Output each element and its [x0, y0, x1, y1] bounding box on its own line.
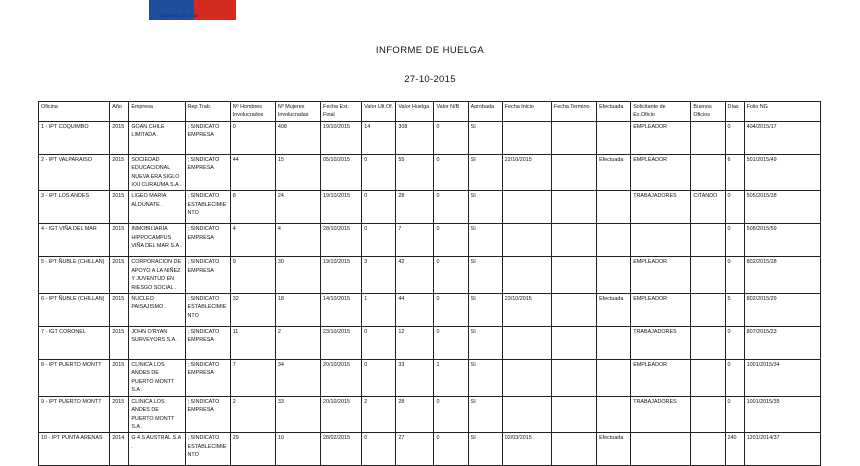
table-cell: ; SINDICATO ESTABLECIMIENTO [185, 433, 230, 466]
table-cell: EMPLEADOR [631, 257, 691, 294]
table-cell: 7 [230, 360, 275, 397]
table-cell: 8 [230, 191, 275, 224]
column-header: Solicitante de Ex.Oficio [631, 102, 691, 122]
table-cell [597, 257, 631, 294]
table-cell [691, 433, 725, 466]
table-cell: EMPLEADOR [631, 294, 691, 327]
logo-caption: Gobierno de Chile [160, 13, 199, 18]
table-cell: ; SINDICATO EMPRESA [185, 257, 230, 294]
table-cell [631, 433, 691, 466]
table-cell: 02/03/2015 [502, 433, 551, 466]
table-cell: 802/2015/28 [744, 257, 820, 294]
column-header: Valor N/B [434, 102, 468, 122]
table-cell: 404/2015/17 [744, 121, 820, 154]
table-cell: EMPLEADOR [631, 154, 691, 191]
table-cell: SI [468, 360, 502, 397]
table-cell: 2015 [110, 360, 129, 397]
table-cell: ; SINDICATO EMPRESA [185, 224, 230, 257]
table-cell: INMOBILIARIA HIPPOCAMPUS VIÑA DEL MAR S.A . [129, 224, 185, 257]
table-cell: 0 [725, 257, 744, 294]
table-row [39, 257, 821, 294]
table-cell: 27 [396, 433, 434, 466]
table-cell: 3 [362, 257, 396, 294]
column-header: Buenos Oficios [691, 102, 725, 122]
table-cell [597, 121, 631, 154]
table-cell [597, 396, 631, 433]
table-cell: 44 [396, 294, 434, 327]
table-cell: 29 [230, 433, 275, 466]
table-cell: TRABAJADORES [631, 396, 691, 433]
report-date: 27-10-2015 [404, 74, 456, 85]
report-title: INFORME DE HUELGA [375, 45, 485, 56]
table-cell: 34 [275, 360, 320, 397]
table-cell: SI [468, 294, 502, 327]
table-cell [691, 360, 725, 397]
table-cell: 15 [275, 154, 320, 191]
column-header: Empresa [129, 102, 185, 122]
table-cell [691, 327, 725, 360]
table-cell: 9 [230, 257, 275, 294]
table-cell: 18 [275, 294, 320, 327]
table-cell: CITANDO [691, 191, 725, 224]
table-cell [502, 396, 551, 433]
table-cell: 32 [230, 294, 275, 327]
table-cell [597, 224, 631, 257]
table-cell: 12 [396, 327, 434, 360]
table-cell: 14 [362, 121, 396, 154]
table-row [39, 224, 821, 257]
table-cell: 0 [434, 294, 468, 327]
table-cell: 0 [434, 327, 468, 360]
table-cell: 0 [725, 396, 744, 433]
column-header: Rep.Trab. [185, 102, 230, 122]
table-cell [691, 121, 725, 154]
table-cell [631, 224, 691, 257]
table-cell [551, 327, 596, 360]
table-cell: 9 - IPT PUERTO MONTT [39, 396, 110, 433]
table-cell [597, 191, 631, 224]
table-cell: 23/10/2015 [502, 294, 551, 327]
table-cell: 11 [230, 327, 275, 360]
table-cell: 2015 [110, 257, 129, 294]
table-cell: 1001/2015/34 [744, 360, 820, 397]
table-cell: 2015 [110, 294, 129, 327]
table-cell: 28/02/2015 [321, 433, 362, 466]
table-cell: 19/10/2015 [321, 257, 362, 294]
table-row [39, 433, 821, 466]
column-header: Fecha Inicio [502, 102, 551, 122]
table-cell: 28 [396, 396, 434, 433]
table-cell: Efectuada [597, 294, 631, 327]
table-row [39, 294, 821, 327]
table-cell: 6 - IPT ÑUBLE (CHILLAN) [39, 294, 110, 327]
table-cell: 408 [275, 121, 320, 154]
table-cell: 7 - IGT CORONEL [39, 327, 110, 360]
table-cell: ; SINDICATO EMPRESA [185, 360, 230, 397]
table-cell: 44 [230, 154, 275, 191]
table-row [39, 327, 821, 360]
table-cell [551, 433, 596, 466]
table-cell: CORPORACION DE APOYO A LA NIÑEZ Y JUVENTUD EN RIESGO SOCIAL . [129, 257, 185, 294]
table-cell: SI [468, 121, 502, 154]
table-cell: 19/10/2015 [321, 121, 362, 154]
table-cell: 0 [725, 121, 744, 154]
table-cell: 24 [275, 191, 320, 224]
table-cell: 0 [230, 121, 275, 154]
table-cell [597, 327, 631, 360]
table-cell: 19/10/2015 [321, 191, 362, 224]
column-header: Valor Ult.Of. [362, 102, 396, 122]
table-cell: SI [468, 396, 502, 433]
table-cell: 802/2015/29 [744, 294, 820, 327]
table-cell: 5 [725, 294, 744, 327]
table-cell: 0 [362, 327, 396, 360]
table-cell: 0 [362, 191, 396, 224]
table-row [39, 360, 821, 397]
table-cell: G 4 S AUSTRAL S.A . [129, 433, 185, 466]
table-cell: SI [468, 257, 502, 294]
table-cell [551, 294, 596, 327]
table-cell: TRABAJADORES [631, 327, 691, 360]
table-cell [502, 121, 551, 154]
table-cell: 1 - IPT COQUIMBO [39, 121, 110, 154]
table-cell: 23/10/2015 [321, 327, 362, 360]
table-cell: Efectuada [597, 154, 631, 191]
table-cell: 501/2015/49 [744, 154, 820, 191]
table-cell: 14/10/2015 [321, 294, 362, 327]
table-cell: 6 [725, 154, 744, 191]
table-row [39, 121, 821, 154]
table-cell [551, 396, 596, 433]
table-cell: 308 [396, 121, 434, 154]
column-header: Efectuada [597, 102, 631, 122]
table-cell: NUCLEO PAISAJISMO . [129, 294, 185, 327]
table-cell: EMPLEADOR [631, 360, 691, 397]
table-cell: 0 [362, 154, 396, 191]
table-cell [597, 360, 631, 397]
table-cell: 55 [396, 154, 434, 191]
table-cell: LIGEO MARIA ALDUNATE . [129, 191, 185, 224]
column-header: Folio NG [744, 102, 820, 122]
table-cell: 1201/2014/37 [744, 433, 820, 466]
table-cell: 1 [434, 360, 468, 397]
table-cell: 0 [362, 224, 396, 257]
column-header: Oficina [39, 102, 110, 122]
table-cell: 20/10/2015 [321, 360, 362, 397]
table-cell: 4 [275, 224, 320, 257]
table-cell: ; SINDICATO EMPRESA [185, 121, 230, 154]
table-cell [551, 121, 596, 154]
table-cell: 30 [275, 257, 320, 294]
table-cell [502, 257, 551, 294]
table-cell: 240 [725, 433, 744, 466]
table-cell: 2 - IPT VALPARAISO [39, 154, 110, 191]
table-cell: ; SINDICATO ESTABLECIMIENTO [185, 191, 230, 224]
table-row [39, 396, 821, 433]
table-cell: SI [468, 224, 502, 257]
table-cell [691, 396, 725, 433]
table-cell: 0 [725, 327, 744, 360]
table-cell: SOCIEDAD EDUCACIONAL NUEVA ERA SIGLO XXI CURAUMA S.A . [129, 154, 185, 191]
table-cell: 33 [275, 396, 320, 433]
table-cell: EMPLEADOR [631, 121, 691, 154]
column-header: Fecha Ext. Final [321, 102, 362, 122]
table-cell: 3 - IPT LOS ANDES [39, 191, 110, 224]
table-cell [691, 224, 725, 257]
table-cell: CLINICA LOS ANDES DE PUERTO MONTT S.A . [129, 396, 185, 433]
table-cell: ; SINDICATO ESTABLECIMIENTO [185, 294, 230, 327]
table-cell: 10 [275, 433, 320, 466]
table-cell [551, 154, 596, 191]
table-cell: 28/10/2015 [321, 224, 362, 257]
table-cell: 807/2015/23 [744, 327, 820, 360]
table-cell: 4 - IGT VIÑA DEL MAR [39, 224, 110, 257]
table-cell: 2 [362, 396, 396, 433]
column-header: Nº Hombres Involucrados [230, 102, 275, 122]
table-cell: 0 [434, 191, 468, 224]
column-header: Valor Huelga [396, 102, 434, 122]
table-cell: 2015 [110, 396, 129, 433]
table-cell: 0 [725, 360, 744, 397]
table-cell: 0 [434, 154, 468, 191]
table-cell [691, 257, 725, 294]
table-cell [551, 191, 596, 224]
table-cell: 4 [230, 224, 275, 257]
table-cell: 2 [275, 327, 320, 360]
column-header: Aprobada [468, 102, 502, 122]
table-cell: JOHN O'RYAN SURVEYORS S.A . [129, 327, 185, 360]
table-cell: 1 [362, 294, 396, 327]
table-cell: 0 [434, 257, 468, 294]
strike-report-table [38, 101, 821, 466]
table-cell: 8 - IPT PUERTO MONTT [39, 360, 110, 397]
table-cell: SI [468, 327, 502, 360]
table-cell [691, 294, 725, 327]
table-cell: 2015 [110, 224, 129, 257]
table-cell: 42 [396, 257, 434, 294]
table-cell: GOAN CHILE LIMITADA . [129, 121, 185, 154]
table-cell: SI [468, 433, 502, 466]
table-cell: 2015 [110, 191, 129, 224]
table-cell: 0 [434, 121, 468, 154]
table-cell [691, 154, 725, 191]
table-cell: 0 [725, 224, 744, 257]
table-cell: 2015 [110, 121, 129, 154]
table-cell: 10 - IPT PUNTA ARENAS [39, 433, 110, 466]
table-cell: 0 [362, 360, 396, 397]
table-cell: 1001/2015/35 [744, 396, 820, 433]
column-header: Días [725, 102, 744, 122]
table-cell: ; SINDICATO EMPRESA [185, 396, 230, 433]
table-cell: 2015 [110, 327, 129, 360]
table-cell: 0 [725, 191, 744, 224]
table-cell [502, 191, 551, 224]
column-header: Fecha Termino [551, 102, 596, 122]
table-row [39, 154, 821, 191]
table-cell: 5 - IPT ÑUBLE (CHILLAN) [39, 257, 110, 294]
table-cell: 2015 [110, 154, 129, 191]
table-cell: 7 [396, 224, 434, 257]
table-cell: 22/10/2015 [502, 154, 551, 191]
table-cell: CLINICA LOS ANDES DE PUERTO MONTT S.A . [129, 360, 185, 397]
table-cell: 0 [362, 433, 396, 466]
table-cell: Efectuada [597, 433, 631, 466]
table-cell [502, 224, 551, 257]
table-cell: SI [468, 191, 502, 224]
column-header: Nº Mujeres Involucradas [275, 102, 320, 122]
table-cell: 0 [434, 224, 468, 257]
table-cell: 0 [434, 433, 468, 466]
table-row [39, 191, 821, 224]
table-cell: SI [468, 154, 502, 191]
table-cell [551, 257, 596, 294]
table-cell: TRABAJADORES [631, 191, 691, 224]
table-cell: 2 [230, 396, 275, 433]
table-header-row [39, 102, 821, 122]
table-cell: 0 [434, 396, 468, 433]
table-cell: 28 [396, 191, 434, 224]
table-cell: 2014 [110, 433, 129, 466]
column-header: Año [110, 102, 129, 122]
table-cell: 05/10/2015 [321, 154, 362, 191]
table-cell [551, 360, 596, 397]
table-cell [551, 224, 596, 257]
table-cell [502, 360, 551, 397]
table-cell: 505/2015/28 [744, 191, 820, 224]
table-cell: 33 [396, 360, 434, 397]
table-cell: ; SINDICATO EMPRESA [185, 154, 230, 191]
table-cell [502, 327, 551, 360]
table-cell: 20/10/2015 [321, 396, 362, 433]
table-body [39, 121, 821, 466]
table-cell: ; SINDICATO EMPRESA [185, 327, 230, 360]
table-cell: 508/2015/59 [744, 224, 820, 257]
